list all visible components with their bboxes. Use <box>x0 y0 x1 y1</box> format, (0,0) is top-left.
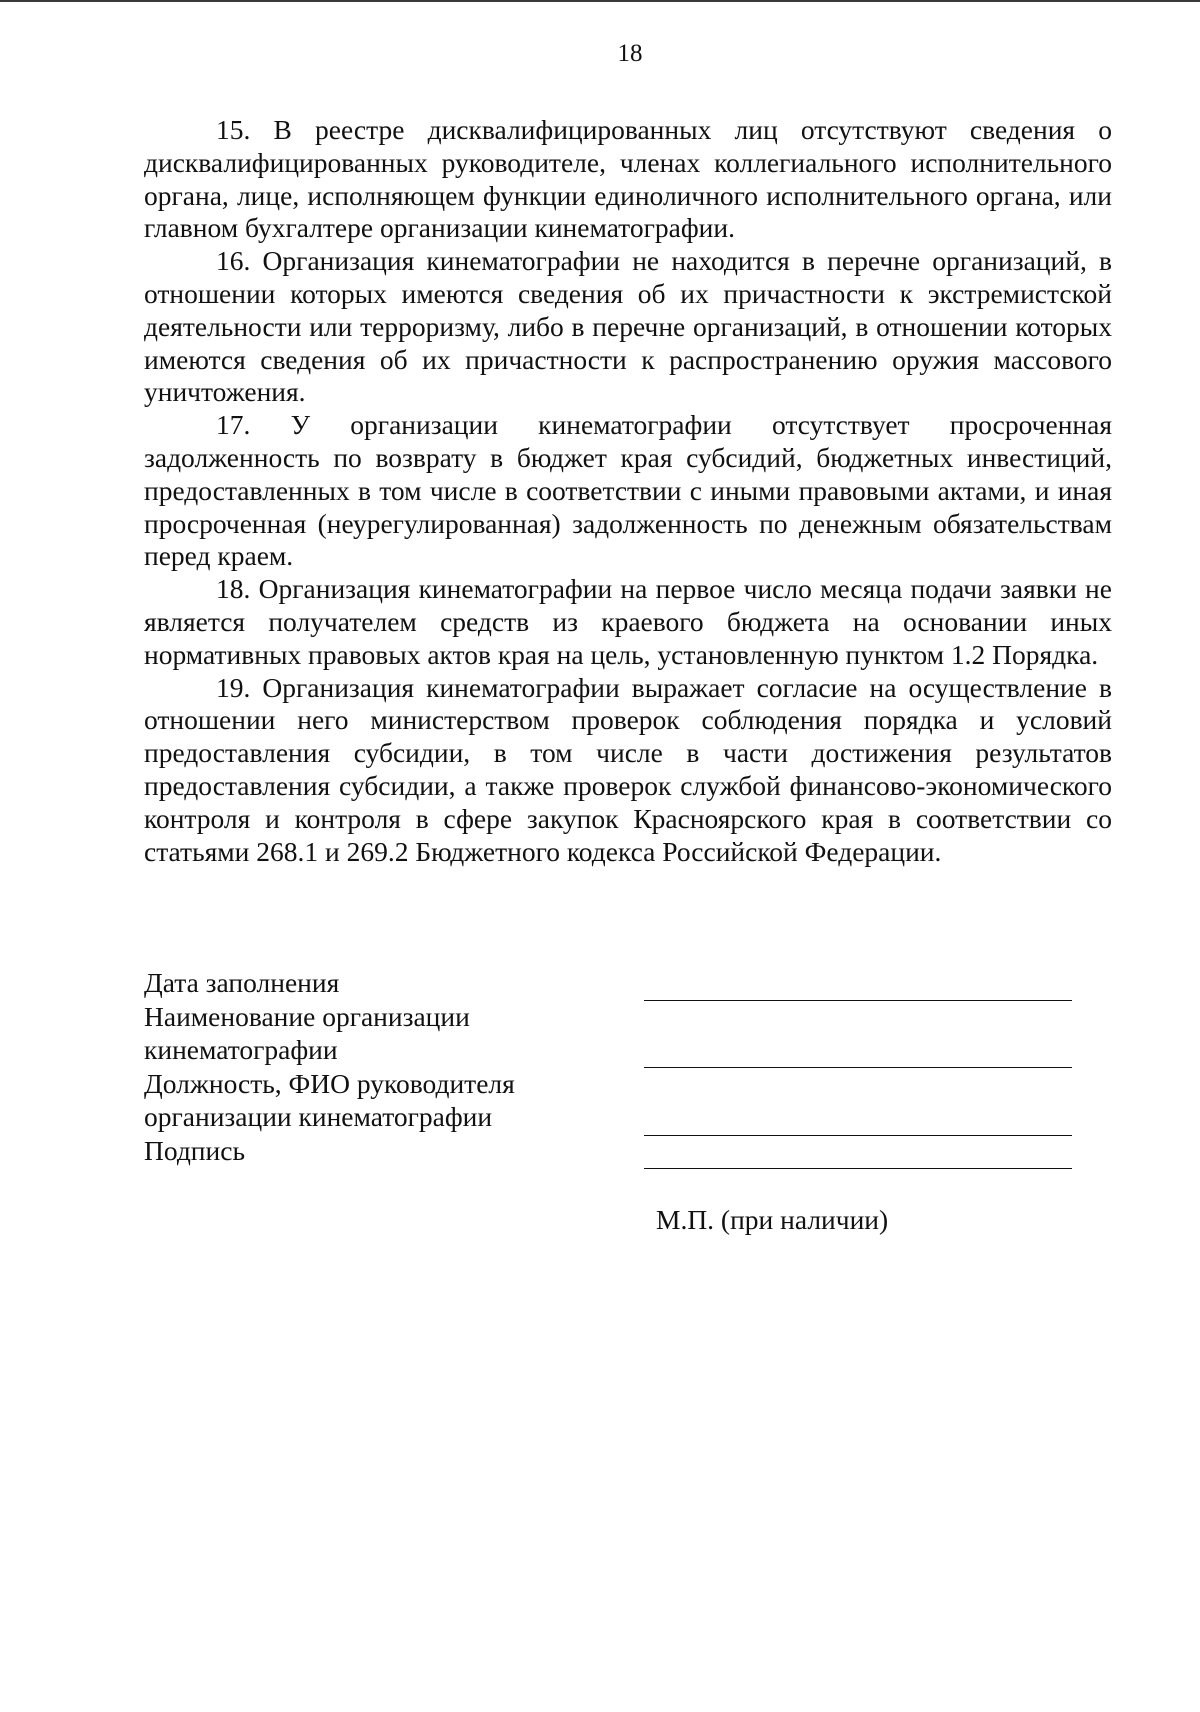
org-name-label-line1: Наименование организации <box>144 1000 470 1032</box>
head-name-field-line[interactable] <box>644 1135 1072 1136</box>
paragraph-16: 16. Организация кинематографии не находится в перечне организаций, в отношении которых имеются сведения об их причастности к экстремистской деятельности или терроризму, либо в перечне организаций, в отношении которых имеются сведения об их причастности к распространению оружия массового уничтожения. <box>144 245 1112 408</box>
paragraph-17: 17. У организации кинематографии отсутствует просроченная задолженность по возврату в бюджет края субсидий, бюджетных инвестиций, предоставленных в том числе в соответствии с иными правовыми актами, и иная просроченная (неурегулированная) задолженность по денежным обязательствам перед краем. <box>144 409 1112 572</box>
page-top-edge <box>0 0 1200 2</box>
signature-label: Подпись <box>144 1134 245 1166</box>
head-label-line2: организации кинематографии <box>144 1101 493 1132</box>
document-body <box>144 114 1112 868</box>
date-field-line[interactable] <box>644 1000 1072 1001</box>
head-label-line1: Должность, ФИО руководителя <box>144 1067 515 1099</box>
org-name-field-line[interactable] <box>644 1067 1072 1068</box>
signature-field-line[interactable] <box>644 1168 1072 1169</box>
paragraph-15: 15. В реестре дисквалифицированных лиц отсутствуют сведения о дисквалифицированных руководителе, членах коллегиального исполнительного органа, лице, исполняющем функции единоличного исполнительного органа, или главном бухгалтере организации кинематографии. <box>144 114 1112 244</box>
signature-block <box>144 966 1112 1167</box>
paragraph-18: 18. Организация кинематографии на первое число месяца подачи заявки не является получателем средств из краевого бюджета на основании иных нормативных правовых актов края на цель, установленную пунктом 1.2 Порядка. <box>144 573 1112 670</box>
org-name-label-line2: кинематографии <box>144 1034 338 1065</box>
seal-note: М.П. (при наличии) <box>656 1204 889 1235</box>
page-number: 18 <box>617 40 643 67</box>
paragraph-19: 19. Организация кинематографии выражает согласие на осуществление в отношении него министерством проверок соблюдения порядка и условий предоставления субсидии, в том числе в части достижения результатов предоставления субсидии, а также проверок службой финансово-экономического контроля и контроля в сфере закупок Красноярского края в соответствии со статьями 268.1 и 269.2 Бюджетного кодекса Российской Федерации. <box>144 671 1112 867</box>
date-label: Дата заполнения <box>144 967 340 998</box>
